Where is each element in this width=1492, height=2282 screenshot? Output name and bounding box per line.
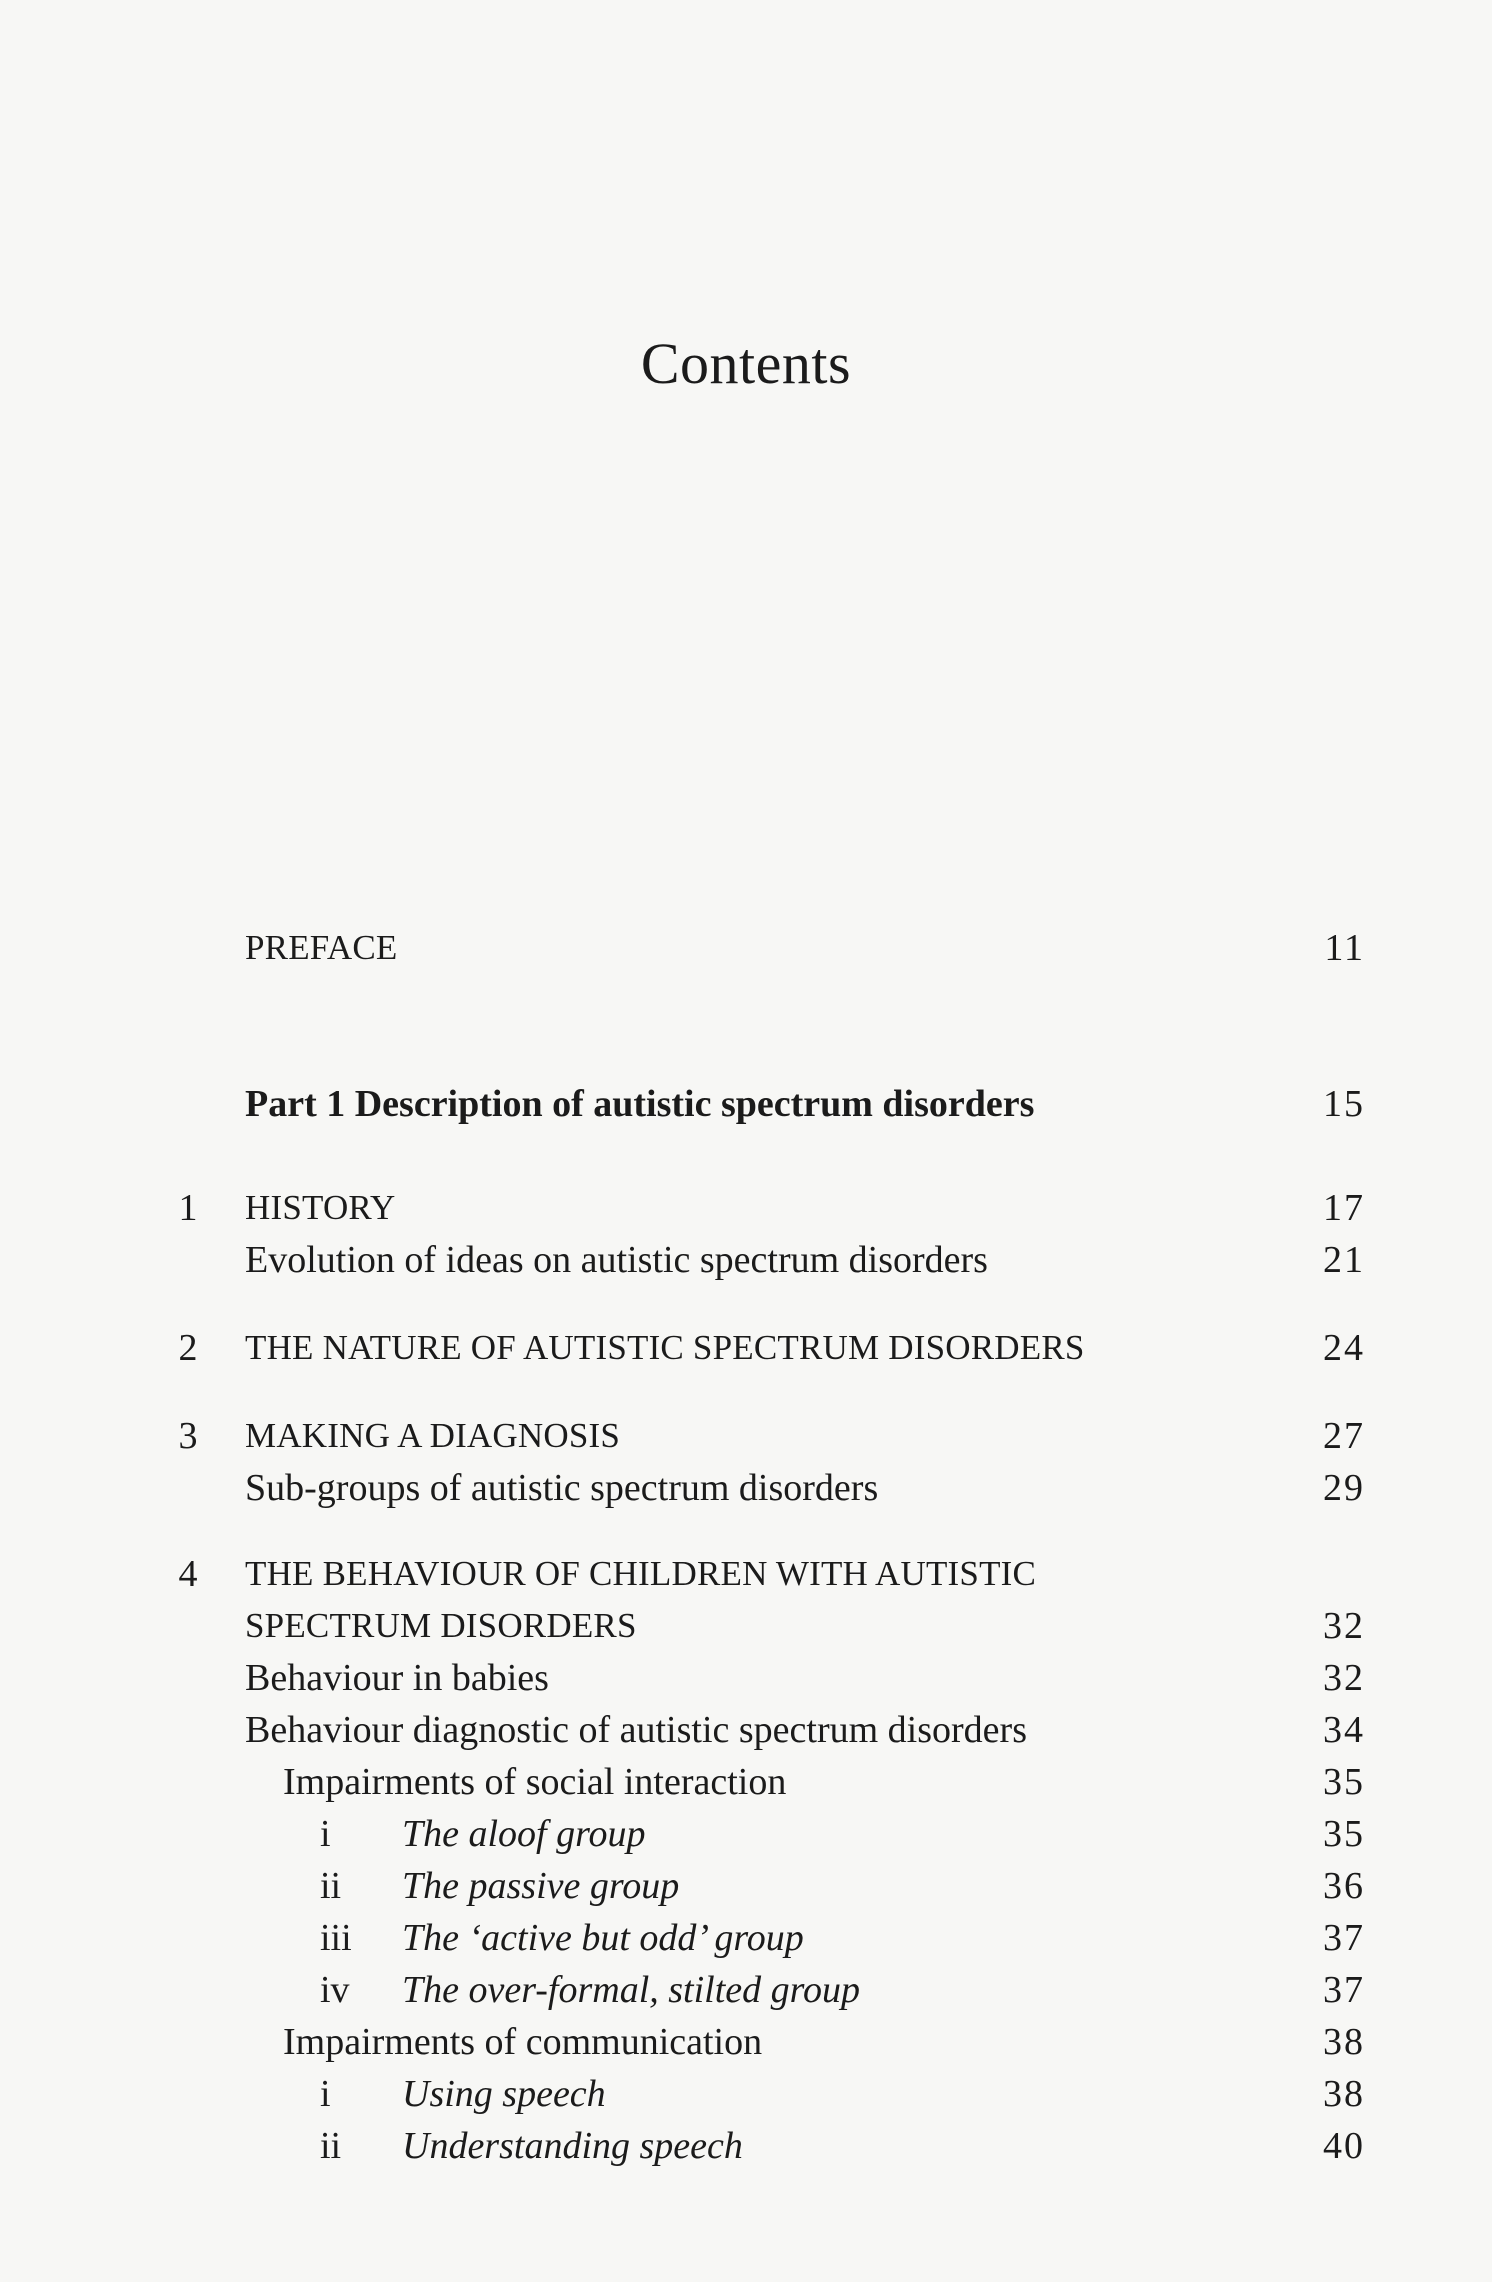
roman-numeral: i <box>320 2073 331 2115</box>
toc-entry-chapter-4[interactable] <box>0 1546 1492 1602</box>
section-title: Evolution of ideas on autistic spectrum disorders <box>245 1239 988 1281</box>
chapter-title: MAKING A DIAGNOSIS <box>245 1416 621 1455</box>
roman-numeral: iv <box>320 1969 350 2011</box>
part-heading: Part 1 Description of autistic spectrum disorders <box>245 1083 1035 1125</box>
chapter-number: 2 <box>178 1327 198 1369</box>
toc-entry-section[interactable] <box>0 1650 1492 1706</box>
roman-numeral: iii <box>320 1917 352 1959</box>
toc-page-number: 17 <box>1323 1187 1365 1229</box>
subsection-title: Impairments of communication <box>283 2021 763 2063</box>
toc-entry-item[interactable] <box>0 2118 1492 2174</box>
toc-entry-item[interactable] <box>0 1858 1492 1914</box>
toc-page-number: 24 <box>1323 1327 1365 1369</box>
toc-entry-chapter-1[interactable] <box>0 1180 1492 1236</box>
chapter-title: HISTORY <box>245 1188 396 1227</box>
toc-entry-section[interactable] <box>0 1702 1492 1758</box>
toc-entry-preface[interactable] <box>0 920 1492 976</box>
toc-page-number: 21 <box>1323 1239 1365 1281</box>
toc-page-number: 27 <box>1323 1415 1365 1457</box>
toc-page-number: 15 <box>1323 1083 1365 1125</box>
toc-page-number: 37 <box>1323 1969 1365 2011</box>
chapter-number: 1 <box>178 1187 198 1229</box>
toc-page-number: 32 <box>1323 1657 1365 1699</box>
toc-entry-label: PREFACE <box>245 928 398 967</box>
section-title: Behaviour diagnostic of autistic spectrum disorders <box>245 1709 1027 1751</box>
toc-entry-item[interactable] <box>0 1910 1492 1966</box>
page-title: Contents <box>640 331 852 396</box>
toc-entry-chapter-2[interactable] <box>0 1320 1492 1376</box>
item-title: The passive group <box>402 1865 680 1907</box>
chapter-title-line-2: SPECTRUM DISORDERS <box>245 1606 637 1645</box>
toc-entry-section[interactable] <box>0 1232 1492 1288</box>
toc-page-number: 38 <box>1323 2073 1365 2115</box>
toc-page-number: 36 <box>1323 1865 1365 1907</box>
toc-entry-subsection[interactable] <box>0 2014 1492 2070</box>
chapter-title-line-1: THE BEHAVIOUR OF CHILDREN WITH AUTISTIC <box>245 1554 1037 1593</box>
toc-page-number: 34 <box>1323 1709 1365 1751</box>
item-title: The over-formal, stilted group <box>402 1969 861 2011</box>
section-title: Behaviour in babies <box>245 1657 549 1699</box>
toc-entry-item[interactable] <box>0 1962 1492 2018</box>
toc-entry-section[interactable] <box>0 1460 1492 1516</box>
toc-page-number: 37 <box>1323 1917 1365 1959</box>
toc-page-number: 35 <box>1323 1813 1365 1855</box>
toc-entry-chapter-4-cont[interactable] <box>0 1598 1492 1654</box>
item-title: The aloof group <box>402 1813 646 1855</box>
toc-page-number: 29 <box>1323 1467 1365 1509</box>
item-title: Using speech <box>402 2073 606 2115</box>
toc-page-number: 35 <box>1323 1761 1365 1803</box>
toc-entry-chapter-3[interactable] <box>0 1408 1492 1464</box>
chapter-title: THE NATURE OF AUTISTIC SPECTRUM DISORDERS <box>245 1328 1085 1367</box>
toc-entry-item[interactable] <box>0 2066 1492 2122</box>
subsection-title: Impairments of social interaction <box>283 1761 787 1803</box>
toc-entry-part-1[interactable] <box>0 1076 1492 1132</box>
section-title: Sub-groups of autistic spectrum disorders <box>245 1467 879 1509</box>
item-title: The ‘active but odd’ group <box>402 1917 804 1959</box>
toc-page-number: 32 <box>1323 1605 1365 1647</box>
toc-page-number: 11 <box>1324 927 1365 969</box>
toc-entry-item[interactable] <box>0 1806 1492 1862</box>
roman-numeral: ii <box>320 1865 342 1907</box>
toc-page-number: 38 <box>1323 2021 1365 2063</box>
toc-page-number: 40 <box>1323 2125 1365 2167</box>
chapter-number: 4 <box>178 1553 198 1595</box>
roman-numeral: i <box>320 1813 331 1855</box>
item-title: Understanding speech <box>402 2125 743 2167</box>
roman-numeral: ii <box>320 2125 342 2167</box>
chapter-number: 3 <box>178 1415 198 1457</box>
toc-entry-subsection[interactable] <box>0 1754 1492 1810</box>
